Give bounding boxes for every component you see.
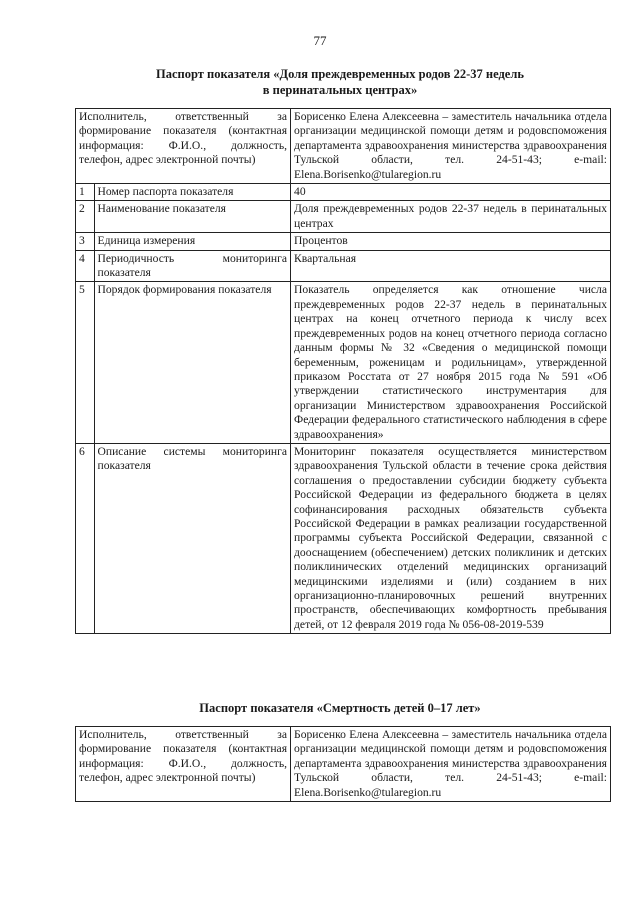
row-number: 2 bbox=[76, 201, 95, 233]
table-row bbox=[76, 233, 611, 250]
row-value: Доля преждевременных родов 22-37 недель в перинатальных центрах bbox=[291, 201, 611, 233]
executor-label: Исполнитель, ответственный за формирование показателя (контактная информация: Ф.И.О., должность, телефон, адрес электронной почты) bbox=[76, 109, 291, 184]
row-number: 5 bbox=[76, 282, 95, 443]
table-row bbox=[76, 201, 611, 233]
row-number: 4 bbox=[76, 250, 95, 282]
passport-1-title-line-1: Паспорт показателя «Доля преждевременных родов 22-37 недель bbox=[156, 67, 524, 81]
row-value: Процентов bbox=[291, 233, 611, 250]
passport-1-table bbox=[75, 108, 611, 634]
passport-2-table bbox=[75, 726, 611, 802]
row-label: Порядок формирования показателя bbox=[94, 282, 291, 443]
table-row bbox=[76, 250, 611, 282]
executor-row bbox=[76, 109, 611, 184]
row-label: Наименование показателя bbox=[94, 201, 291, 233]
row-number: 1 bbox=[76, 184, 95, 201]
passport-1-title bbox=[70, 66, 610, 98]
row-value: 40 bbox=[291, 184, 611, 201]
row-label: Описание системы мониторинга показателя bbox=[94, 443, 291, 633]
executor-value: Борисенко Елена Алексеевна – заместитель начальника отдела организации медицинской помощи детям и родовспоможения департамента здравоохранения министерства здравоохранения Тульской области, тел. 24-51-43; e-mail: Elena.Borisenko@tularegion.ru bbox=[291, 727, 611, 802]
executor-label: Исполнитель, ответственный за формирование показателя (контактная информация: Ф.И.О., должность, телефон, адрес электронной почты) bbox=[76, 727, 291, 802]
row-label: Номер паспорта показателя bbox=[94, 184, 291, 201]
table-row bbox=[76, 282, 611, 443]
executor-value: Борисенко Елена Алексеевна – заместитель начальника отдела организации медицинской помощи детям и родовспоможения департамента здравоохранения министерства здравоохранения Тульской области, тел. 24-51-43; e-mail: Elena.Borisenko@tularegion.ru bbox=[291, 109, 611, 184]
table-row bbox=[76, 184, 611, 201]
passport-2-title: Паспорт показателя «Смертность детей 0–17 лет» bbox=[199, 701, 481, 715]
row-value: Показатель определяется как отношение числа преждевременных родов 22-37 недель в перинатальных центрах на конец отчетного периода к числу всех преждевременных родов на конец отчетного периода согласно данным формы № 32 «Сведения о медицинской помощи беременным, роженицам и родильницам», утвержденной приказом Росстата от 27 ноября 2015 года № 591 «Об утверждении статистического инструментария для организации Министерством здравоохранения Российской Федерации федерального статистического наблюдения в сфере здравоохранения» bbox=[291, 282, 611, 443]
row-label: Периодичность мониторинга показателя bbox=[94, 250, 291, 282]
table-row bbox=[76, 443, 611, 633]
row-label: Единица измерения bbox=[94, 233, 291, 250]
row-number: 3 bbox=[76, 233, 95, 250]
passport-1-title-line-2: в перинатальных центрах» bbox=[262, 83, 418, 97]
row-value: Мониторинг показателя осуществляется министерством здравоохранения Тульской области в течение срока действия соглашения о предоставлении субсидии бюджету субъекта Российской Федерации из федерального бюджета в целях софинансирования расходных обязательств субъекта Российской Федерации в рамках реализации государственной программы субъекта Российской Федерации, связанной с дооснащением (обеспечением) детских поликлиник и детских поликлинических отделений медицинских организаций медицинскими изделиями и (или) созданием в них организационно-планировочных решений внутренних пространств, обеспечивающих комфортность пребывания детей, от 12 февраля 2019 года № 056-08-2019-539 bbox=[291, 443, 611, 633]
executor-row bbox=[76, 727, 611, 802]
page-number: 77 bbox=[313, 33, 327, 48]
row-value: Квартальная bbox=[291, 250, 611, 282]
row-number: 6 bbox=[76, 443, 95, 633]
